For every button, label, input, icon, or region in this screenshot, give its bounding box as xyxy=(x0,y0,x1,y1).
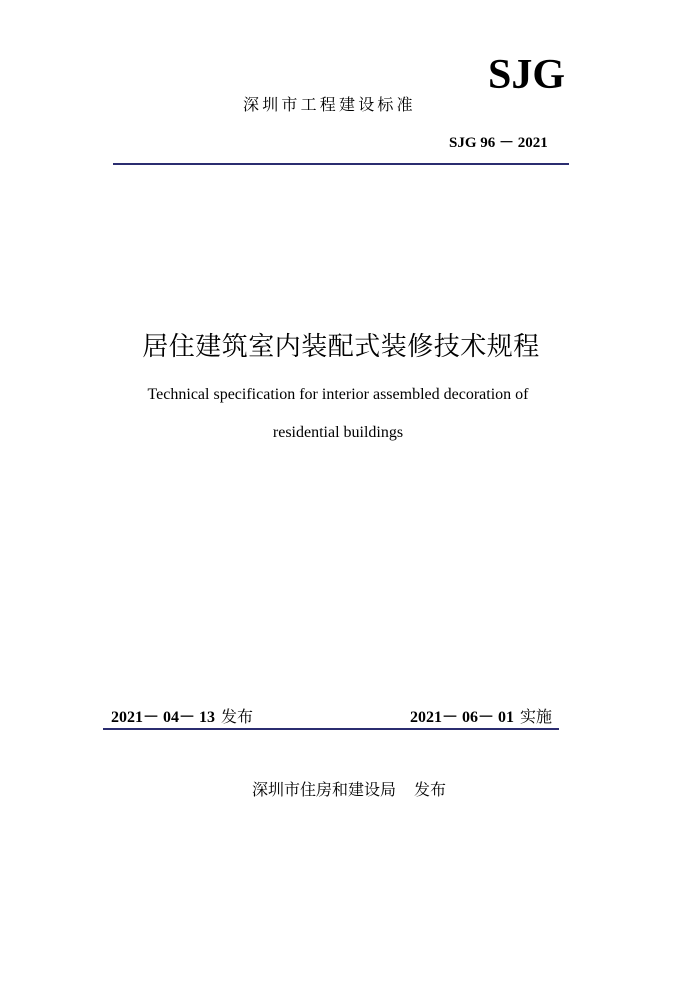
sjg-logo: SJG xyxy=(488,52,566,98)
bottom-divider xyxy=(103,728,559,730)
document-title-english-line1: Technical specification for interior assembled decoration of xyxy=(147,386,529,403)
standard-category: 深圳市工程建设标准 xyxy=(243,95,416,114)
release-date: 2021－ 04－ 13 xyxy=(111,709,216,726)
release-label: 发布 xyxy=(221,707,254,726)
effective-date: 2021－ 06－ 01 xyxy=(410,709,515,726)
effective-label: 实施 xyxy=(520,707,553,726)
document-title-chinese: 居住建筑室内装配式装修技术规程 xyxy=(142,332,540,362)
publisher-block xyxy=(252,777,446,800)
document-title-english-line2: residential buildings xyxy=(272,424,404,441)
release-date-block xyxy=(111,704,253,727)
publisher-action: 发布 xyxy=(414,780,447,799)
standard-number: SJG 96 － 2021 xyxy=(449,135,548,151)
effective-date-block xyxy=(410,704,552,727)
publisher-name: 深圳市住房和建设局 xyxy=(252,780,397,799)
top-divider xyxy=(113,163,569,165)
